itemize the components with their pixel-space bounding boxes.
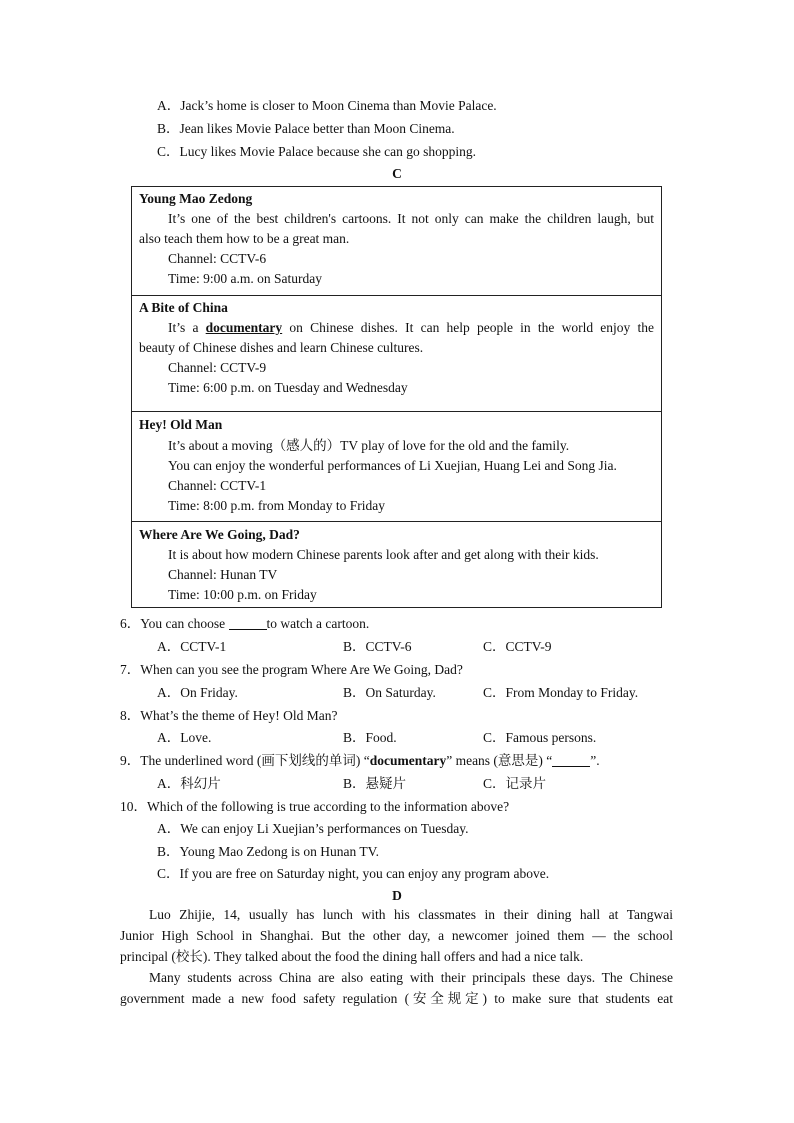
program-channel: Channel: Hunan TV [168,567,278,582]
q5-option-b: B．Jean likes Movie Palace better than Moon Cinema. [157,121,455,136]
program-title: A Bite of China [139,300,228,315]
underlined-word: documentary [205,320,283,335]
section-d-heading: D [392,888,402,903]
passage-line: government made a new food safety regulation (安全规定) to make sure that students eat [120,991,673,1006]
q10-option-c: C．If you are free on Saturday night, you can enjoy any program above. [157,866,550,881]
q6-option-c: C．CCTV-9 [483,639,552,654]
q9-option-a: A．科幻片 [157,776,221,791]
program-description: It’s a documentary on Chinese dishes. It can help people in the world enjoy the [168,320,654,335]
q7-option-a: A．On Friday. [157,685,238,700]
program-time: Time: 6:00 p.m. on Tuesday and Wednesday [168,380,408,395]
q8-option-a: A．Love. [157,730,212,745]
answer-blank [552,753,590,767]
passage-line: Junior High School in Shanghai. But the other day, a newcomer joined them — the school [120,928,673,943]
q6-option-b: B．CCTV-6 [343,639,412,654]
q5-option-a: A．Jack’s home is closer to Moon Cinema than Movie Palace. [157,98,497,113]
tv-program-table [131,186,662,608]
program-description: It is about how modern Chinese parents look after and get along with their kids. [168,547,599,562]
q10-option-b: B．Young Mao Zedong is on Hunan TV. [157,844,380,859]
question-6-stem: 6．You can choose to watch a cartoon. [120,616,370,631]
q5-option-c: C．Lucy likes Movie Palace because she can go shopping. [157,144,477,159]
program-channel: Channel: CCTV-6 [168,251,267,266]
program-description: also teach them how to be a great man. [139,231,350,246]
program-description: You can enjoy the wonderful performances of Li Xuejian, Huang Lei and Song Jia. [168,458,617,473]
question-10-stem: 10．Which of the following is true according to the information above? [120,799,510,814]
program-title: Young Mao Zedong [139,191,253,206]
passage-line: principal (校长). They talked about the food the dining hall offers and had a nice talk. [120,949,584,964]
answer-blank [229,616,267,630]
question-7-stem: 7．When can you see the program Where Are We Going, Dad? [120,662,463,677]
program-card [132,411,661,521]
program-channel: Channel: CCTV-9 [168,360,267,375]
program-description: beauty of Chinese dishes and learn Chinese cultures. [139,340,424,355]
q10-option-a: A．We can enjoy Li Xuejian’s performances on Tuesday. [157,821,469,836]
section-c-heading: C [392,166,402,181]
program-time: Time: 10:00 p.m. on Friday [168,587,317,602]
program-title: Hey! Old Man [139,417,223,432]
program-description: It’s about a moving（感人的）TV play of love for the old and the family. [168,438,570,453]
program-card [132,521,661,607]
q7-option-c: C．From Monday to Friday. [483,685,639,700]
passage-line: Many students across China are also eating with their principals these days. The Chinese [149,970,673,985]
program-card [132,295,661,411]
program-title: Where Are We Going, Dad? [139,527,300,542]
program-time: Time: 8:00 p.m. from Monday to Friday [168,498,386,513]
q7-option-b: B．On Saturday. [343,685,436,700]
question-9-stem: 9．The underlined word (画下划线的单词) “documentary” means (意思是) “ ”. [120,753,600,768]
passage-d [120,905,673,1010]
program-card [132,187,661,295]
question-8-stem: 8．What’s the theme of Hey! Old Man? [120,708,338,723]
q9-option-b: B．悬疑片 [343,776,407,791]
q8-option-c: C．Famous persons. [483,730,597,745]
program-channel: Channel: CCTV-1 [168,478,267,493]
q8-option-b: B．Food. [343,730,397,745]
program-time: Time: 9:00 a.m. on Saturday [168,271,322,286]
passage-line: Luo Zhijie, 14, usually has lunch with his classmates in their dining hall at Tangwai [149,907,673,922]
q9-option-c: C．记录片 [483,776,547,791]
program-description: It’s one of the best children's cartoons. It not only can make the children laugh, but [168,211,654,226]
q6-option-a: A．CCTV-1 [157,639,227,654]
